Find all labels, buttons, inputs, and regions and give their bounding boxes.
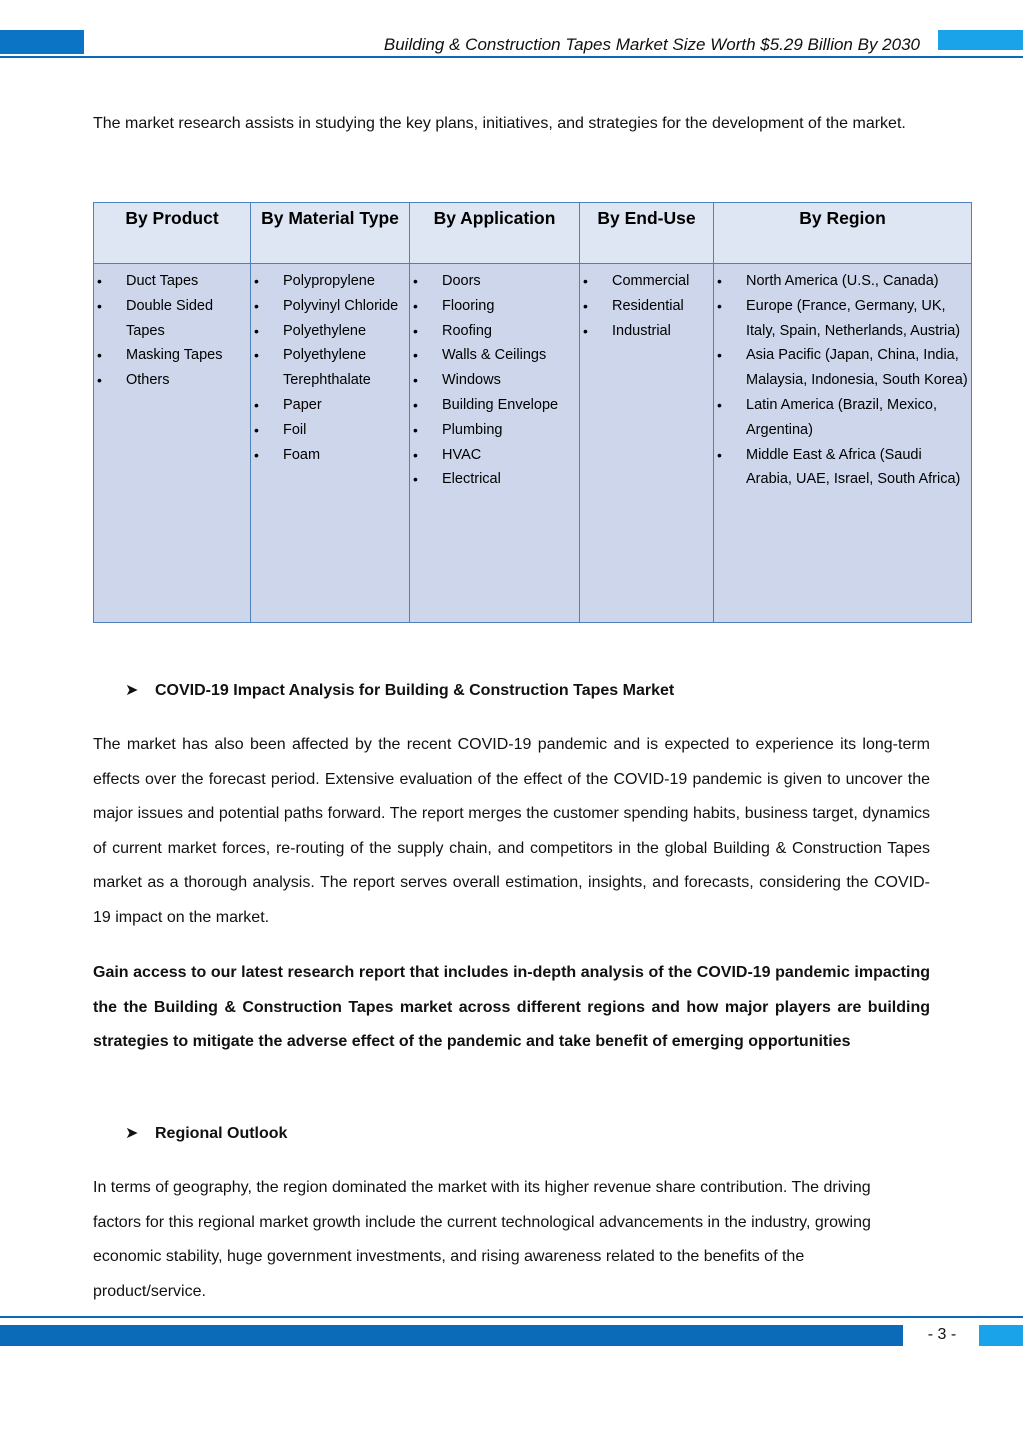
end-use-list xyxy=(580,269,713,343)
list-item: • HVAC xyxy=(410,443,579,468)
material-type-list xyxy=(251,269,409,467)
list-item: • Electrical xyxy=(410,467,579,492)
regional-heading-text: Regional Outlook xyxy=(155,1125,288,1142)
list-item: • Residential xyxy=(580,294,713,319)
region-list xyxy=(714,269,971,492)
covid-heading-text: COVID-19 Impact Analysis for Building & Construction Tapes Market xyxy=(155,682,675,699)
col-header-end-use: By End-Use xyxy=(580,203,714,264)
list-item: • Windows xyxy=(410,368,579,393)
regional-section-heading xyxy=(125,1123,287,1143)
list-item: • Polyethylene xyxy=(251,319,409,344)
table-header-row xyxy=(94,203,972,264)
list-item: • Masking Tapes xyxy=(94,343,250,368)
header-accent-right xyxy=(938,30,1023,50)
list-item: • North America (U.S., Canada) xyxy=(714,269,971,294)
list-item: • Others xyxy=(94,368,250,393)
segmentation-table xyxy=(93,202,972,623)
table-body-row xyxy=(94,264,972,623)
col-region-cell xyxy=(714,264,972,623)
list-item: • Plumbing xyxy=(410,418,579,443)
list-item: • Europe (France, Germany, UK, Italy, Spain, Netherlands, Austria) xyxy=(714,294,971,344)
intro-paragraph: The market research assists in studying the key plans, initiatives, and strategies for the development of the market. xyxy=(93,115,906,132)
covid-cta-paragraph: Gain access to our latest research report that includes in-depth analysis of the COVID-19 pandemic impacting the the Building & Construction Tapes market across different regions and how major players are building strategies to mitigate the adverse effect of the pandemic and take benefit of emerging opportunities xyxy=(93,964,930,1050)
list-item: • Asia Pacific (Japan, China, India, Malaysia, Indonesia, South Korea) xyxy=(714,343,971,393)
regional-paragraph: In terms of geography, the region dominated the market with its higher revenue share contribution. The driving factors for this regional market growth include the current technological advancements in the industry, growing economic stability, huge government investments, and rising awareness related to the benefits of the product/service. xyxy=(93,1179,871,1300)
col-end-use-cell xyxy=(580,264,714,623)
col-header-product: By Product xyxy=(94,203,251,264)
list-item: • Double Sided Tapes xyxy=(94,294,250,344)
list-item: • Duct Tapes xyxy=(94,269,250,294)
list-item: • Middle East & Africa (Saudi Arabia, UAE, Israel, South Africa) xyxy=(714,443,971,493)
list-item: • Paper xyxy=(251,393,409,418)
footer-accent-bar xyxy=(0,1325,903,1346)
header-rule xyxy=(0,56,1023,58)
list-item: • Doors xyxy=(410,269,579,294)
list-item: • Polyvinyl Chloride xyxy=(251,294,409,319)
list-item: • Flooring xyxy=(410,294,579,319)
list-item: • Walls & Ceilings xyxy=(410,343,579,368)
list-item: • Building Envelope xyxy=(410,393,579,418)
col-application-cell xyxy=(410,264,580,623)
col-header-material-type: By Material Type xyxy=(251,203,410,264)
list-item: • Commercial xyxy=(580,269,713,294)
list-item: • Industrial xyxy=(580,319,713,344)
list-item: • Polypropylene xyxy=(251,269,409,294)
header-title: Building & Construction Tapes Market Size Worth $5.29 Billion By 2030 xyxy=(383,35,920,54)
list-item: • Polyethylene Terephthalate xyxy=(251,343,409,393)
arrow-bullet-icon: ➤ xyxy=(125,1125,139,1142)
application-list xyxy=(410,269,579,492)
covid-paragraph: The market has also been affected by the recent COVID-19 pandemic and is expected to experience its long-term effects over the forecast period. Extensive evaluation of the effect of the COVID-19 pandemic is given to uncover the major issues and potential paths forward. The report merges the customer spending habits, business target, dynamics of current market forces, re-routing of the supply chain, and competitors in the global Building & Construction Tapes market as a thorough analysis. The report serves overall estimation, insights, and forecasts, considering the COVID-19 impact on the market. xyxy=(93,736,930,926)
col-header-application: By Application xyxy=(410,203,580,264)
header-accent-left xyxy=(0,30,84,54)
footer-rule xyxy=(0,1316,1023,1318)
col-material-type-cell xyxy=(251,264,410,623)
col-header-region: By Region xyxy=(714,203,972,264)
page-number: - 3 - xyxy=(927,1326,957,1343)
arrow-bullet-icon: ➤ xyxy=(125,682,139,699)
list-item: • Latin America (Brazil, Mexico, Argentina) xyxy=(714,393,971,443)
col-product-cell xyxy=(94,264,251,623)
covid-section-heading xyxy=(125,680,674,700)
list-item: • Foil xyxy=(251,418,409,443)
footer-accent-right xyxy=(979,1325,1023,1346)
list-item: • Roofing xyxy=(410,319,579,344)
list-item: • Foam xyxy=(251,443,409,468)
product-list xyxy=(94,269,250,393)
